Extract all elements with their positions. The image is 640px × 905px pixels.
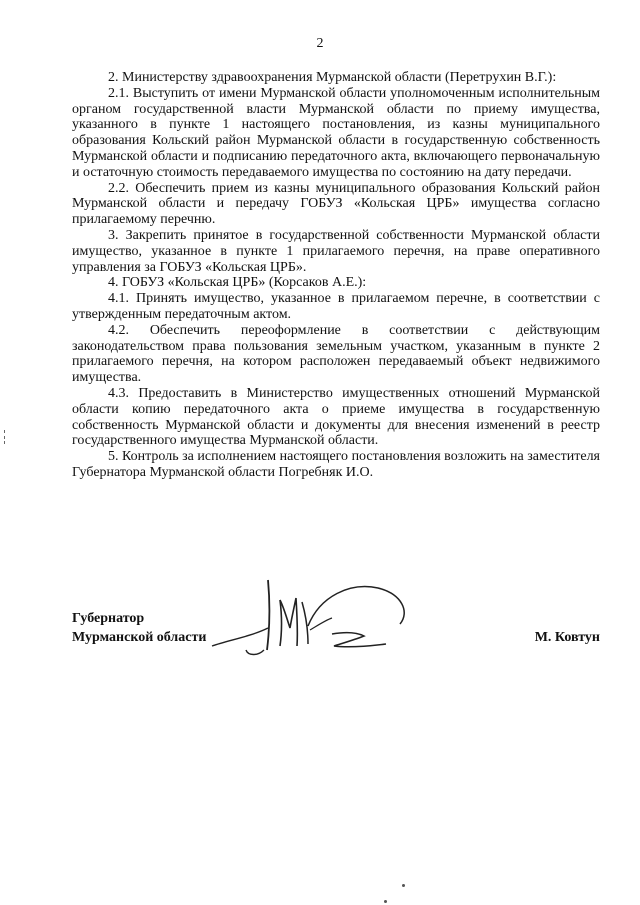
signatory-title-line2: Мурманской области xyxy=(72,630,207,645)
margin-mark xyxy=(4,430,6,444)
scan-speck xyxy=(384,900,387,903)
paragraph-3: 3. Закрепить принятое в государственной собственности Мурманской области имущество, указанное в пункте 1 прилагаемого перечня, на праве оперативного управления за ГОБУЗ «Кольская ЦРБ». xyxy=(72,227,600,275)
handwritten-signature xyxy=(210,576,430,662)
paragraph-4: 4. ГОБУЗ «Кольская ЦРБ» (Корсаков А.Е.): xyxy=(108,275,367,291)
signatory-name: М. Ковтун xyxy=(534,630,600,645)
paragraph-2-1: 2.1. Выступить от имени Мурманской области уполномоченным исполнительным органом государственной власти Мурманской области по приему имущества, указанного в пункте 1 настоящего постановления, из казны муниципального образования Кольский район Мурманской области в государственную собственность Мурманской области и подписанию передаточного акта, включающего первоначальную и остаточную стоимость передаваемого имущества по состоянию на дату передачи. xyxy=(72,85,600,180)
signatory-title xyxy=(72,609,206,647)
paragraph-2: 2. Министерству здравоохранения Мурманской области (Перетрухин В.Г.): xyxy=(108,70,557,85)
document-body xyxy=(72,70,600,481)
signatory-title-line1: Губернатор xyxy=(72,611,145,626)
paragraph-4-3: 4.3. Предоставить в Министерство имущественных отношений Мурманской области копию передаточного акта о приеме имущества в государственную собственность Мурманской области и документы для внесения изменений в реестр государственного имущества Мурманской области. xyxy=(72,385,600,449)
paragraph-5: 5. Контроль за исполнением настоящего постановления возложить на заместителя Губернатора Мурманской области Погребняк И.О. xyxy=(72,449,600,480)
paragraph-4-2: 4.2. Обеспечить переоформление в соответствии с действующим законодательством права пользования земельным участком, указанным в пункте 2 прилагаемого перечня, на котором расположен передаваемый объект недвижимого имущества. xyxy=(72,322,600,386)
paragraph-4-1: 4.1. Принять имущество, указанное в прилагаемом перечне, в соответствии с утвержденным передаточным актом. xyxy=(72,291,600,322)
paragraph-2-2: 2.2. Обеспечить прием из казны муниципального образования Кольский район Мурманской области и передачу ГОБУЗ «Кольская ЦРБ» имущества согласно прилагаемому перечню. xyxy=(72,180,600,228)
page-number: 2 xyxy=(316,36,324,51)
scan-speck xyxy=(402,884,405,887)
